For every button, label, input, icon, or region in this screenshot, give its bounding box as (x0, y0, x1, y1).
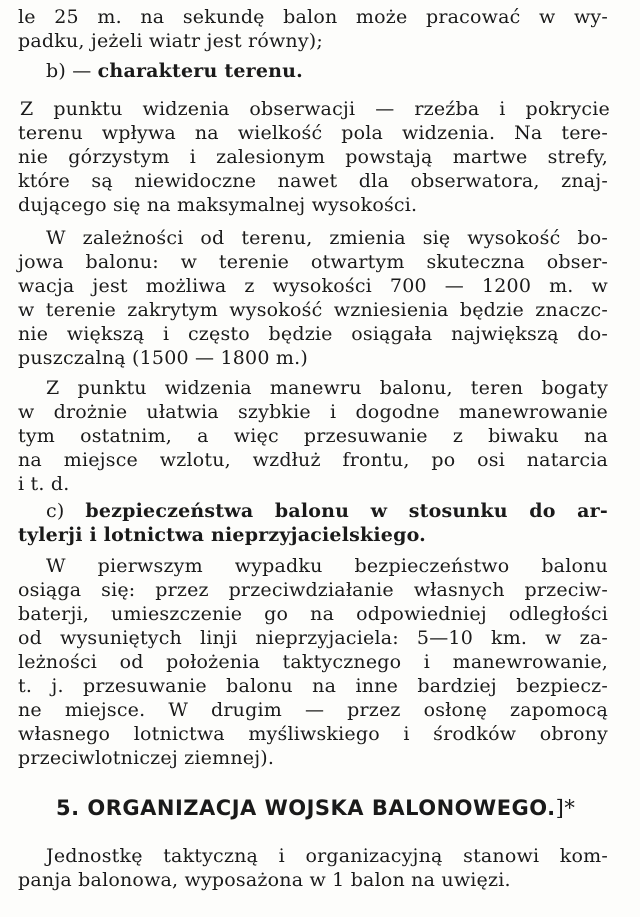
heading-mark: ]* (555, 796, 576, 820)
text-line: nie górzystym i zalesionym powstają martwe strefy, (18, 146, 608, 168)
text-line: dującego się na maksymalnej wysokości. (18, 194, 418, 216)
text-line: ne miejsce. W drugim — przez osłonę zapomocą (18, 699, 608, 721)
list-marker: b) — (46, 60, 98, 82)
text-line: które są niewidoczne nawet dla obserwatora, znaj- (18, 170, 608, 192)
text-line: i t. d. (18, 473, 70, 495)
text-line: wacja jest możliwa z wysokości 700 — 1200 m. w (18, 275, 608, 297)
text-line: puszczalną (1500 — 1800 m.) (18, 347, 308, 369)
subsection-b-title (46, 60, 606, 84)
text-line: W zależności od terenu, zmienia się wysokość bo- (46, 227, 608, 249)
text-line: osiąga się: przez przeciwdziałanie własnych przeciw- (18, 579, 608, 601)
text-line: przeciwlotniczej ziemnej). (18, 747, 275, 769)
list-marker: c) (46, 500, 86, 522)
subsection-heading: bezpieczeństwa balonu w stosunku do ar- (85, 500, 608, 522)
text-line: panja balonowa, wyposażona w 1 balon na uwięzi. (18, 869, 511, 891)
text-line: Z punktu widzenia manewru balonu, teren bogaty (46, 377, 608, 399)
text-line: terenu wpływa na wielkość pola widzenia. Na tere- (18, 122, 608, 144)
section-heading (56, 797, 616, 821)
text-line: padku, jeżeli wiatr jest równy); (18, 30, 324, 52)
text-line: le 25 m. na sekundę balon może pracować w wy- (18, 6, 608, 28)
text-line: W pierwszym wypadku bezpieczeństwo balonu (46, 555, 608, 577)
text-line: własnego lotnictwa myśliwskiego i środków obrony (18, 723, 608, 745)
text-line: Jednostkę taktyczną i organizacyjną stanowi kom- (46, 845, 608, 867)
text-line: t. j. przesuwanie balonu na inne bardziej bezpiecz- (18, 675, 608, 697)
subsection-c-title (46, 500, 608, 524)
text-line: Z punktu widzenia obserwacji — rzeźba i pokrycie (20, 98, 610, 120)
text-line: w terenie zakrytym wysokość wzniesienia będzie znaczc- (18, 299, 608, 321)
text-line: leżności od położenia taktycznego i manewrowanie, (18, 651, 608, 673)
text-line: od wysuniętych linji nieprzyjaciela: 5—10 km. w za- (18, 627, 608, 649)
text-line: nie większą i często będzie osiągała największą do- (18, 323, 608, 345)
text-line: baterji, umieszczenie go na odpowiedniej odległości (18, 603, 608, 625)
text-line: jowa balonu: w terenie otwartym skuteczna obser- (18, 251, 608, 273)
subsection-heading: charakteru terenu. (97, 60, 303, 82)
section-heading-text: 5. ORGANIZACJA WOJSKA BALONOWEGO. (56, 796, 556, 820)
text-line: w drożnie ułatwia szybkie i dogodne manewrowanie (18, 401, 608, 423)
text-line: tym ostatnim, a więc przesuwanie z biwaku na (18, 425, 608, 447)
subsection-heading-cont: tylerji i lotnictwa nieprzyjacielskiego. (18, 524, 426, 546)
text-line: na miejsce wzlotu, wzdłuż frontu, po osi natarcia (18, 449, 608, 471)
